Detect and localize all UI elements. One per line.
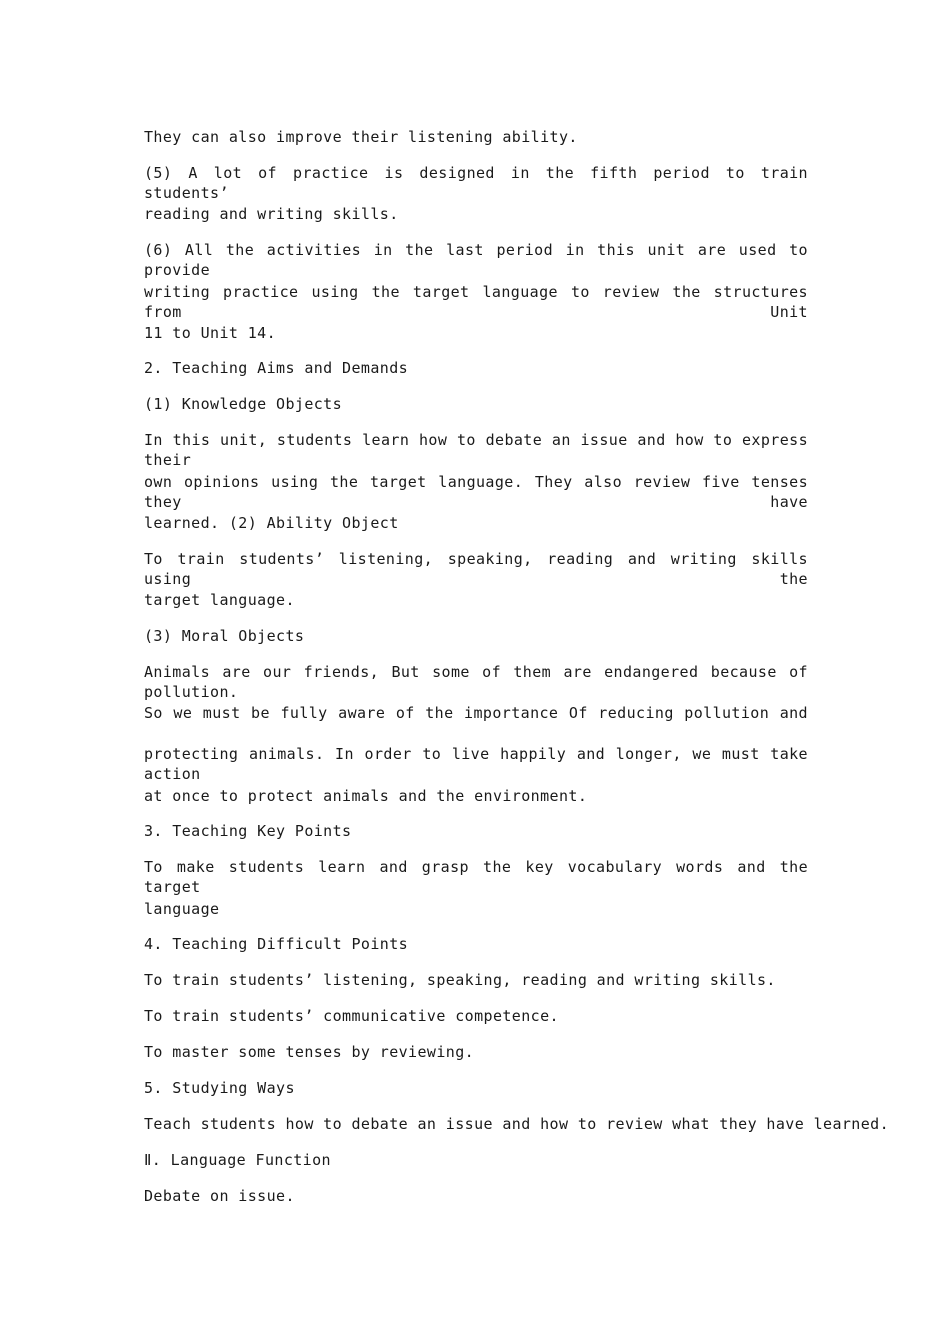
text-line: target language. <box>144 591 295 609</box>
text-line: (5) A lot of practice is designed in the fifth period to train students’ <box>144 164 808 202</box>
text-line: To train students’ listening, speaking, reading and writing skills. <box>144 971 776 989</box>
text-line: writing practice using the target language to review the structures from Unit <box>144 283 808 321</box>
text-line: 11 to Unit 14. <box>144 324 277 342</box>
text-line: protecting animals. In order to live happily and longer, we must take action <box>144 745 808 783</box>
document-page <box>144 0 890 1344</box>
text-line: So we must be fully aware of the importance Of reducing pollution and <box>144 704 808 722</box>
text-line: learned. (2) Ability Object <box>144 514 399 532</box>
text-line: Teach students how to debate an issue and how to review what they have learned. <box>144 1115 890 1133</box>
subsection-heading: (1) Knowledge Objects <box>144 395 343 413</box>
text-line: Debate on issue. <box>144 1187 295 1205</box>
text-line: Animals are our friends, But some of them are endangered because of pollution. <box>144 663 808 701</box>
text-line: language <box>144 900 220 918</box>
section-heading: 4. Teaching Difficult Points <box>144 935 409 953</box>
text-line: (6) All the activities in the last period in this unit are used to provide <box>144 241 808 279</box>
text-line: reading and writing skills. <box>144 205 399 223</box>
section-heading: 3. Teaching Key Points <box>144 822 352 840</box>
text-line: To make students learn and grasp the key vocabulary words and the target <box>144 858 808 896</box>
subsection-heading: (3) Moral Objects <box>144 627 305 645</box>
section-heading: Ⅱ. Language Function <box>144 1151 331 1169</box>
section-heading: 2. Teaching Aims and Demands <box>144 359 409 377</box>
text-line: own opinions using the target language. They also review five tenses they have <box>144 473 808 511</box>
text-line: To train students’ listening, speaking, reading and writing skills using the <box>144 550 808 588</box>
text-line: To master some tenses by reviewing. <box>144 1043 475 1061</box>
text-line: To train students’ communicative competence. <box>144 1007 559 1025</box>
text-line: at once to protect animals and the environment. <box>144 787 588 805</box>
text-line: They can also improve their listening ability. <box>144 128 578 146</box>
text-line: In this unit, students learn how to debate an issue and how to express their <box>144 431 808 469</box>
section-heading: 5. Studying Ways <box>144 1079 295 1097</box>
